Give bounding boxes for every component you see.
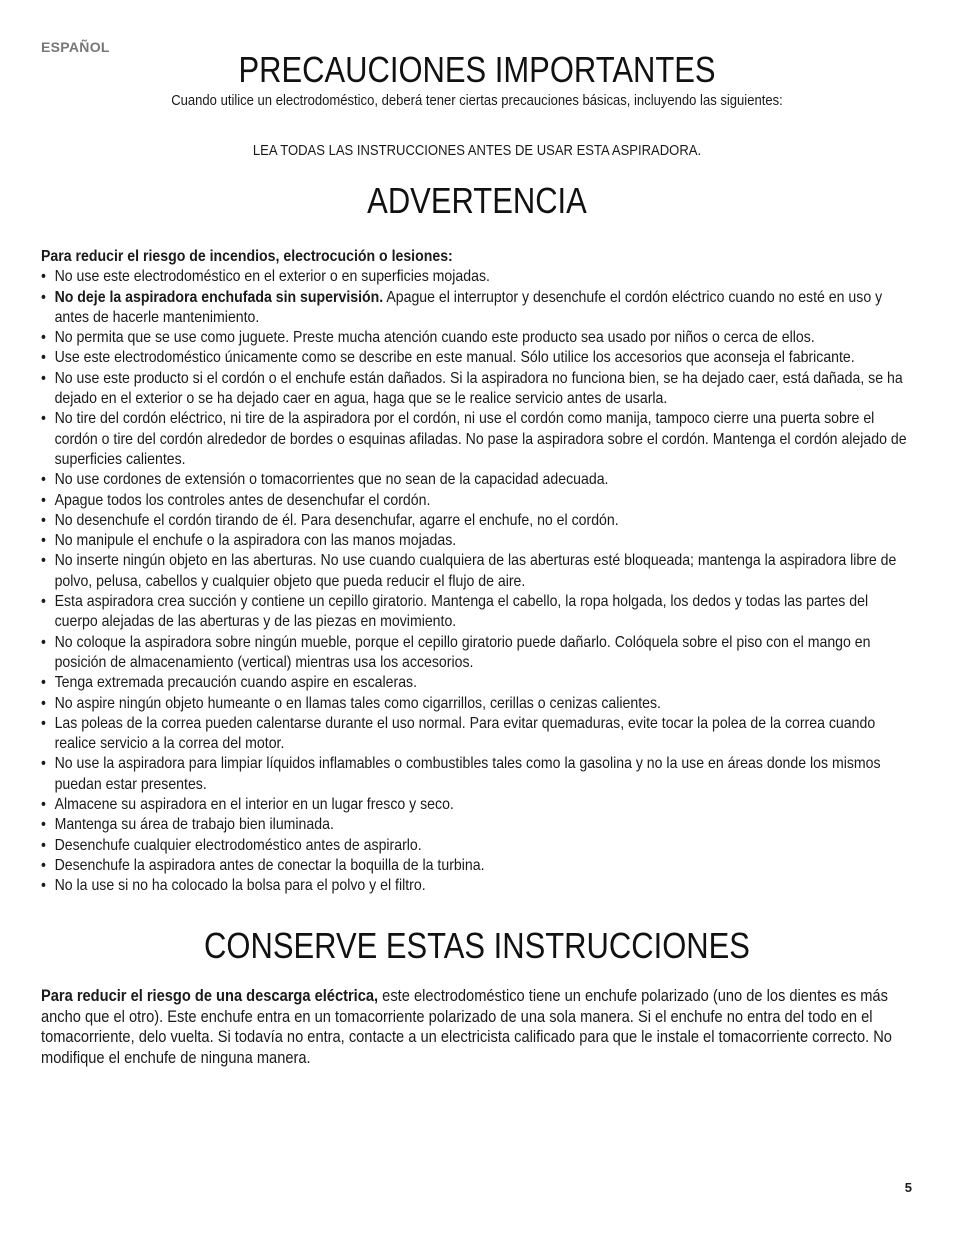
warning-item-text: Las poleas de la correa pueden calentarse durante el uso normal. Para evitar quemaduras, evite tocar la polea de la correa cuando realice servicio a la correa del motor. [54,714,876,753]
warning-list-item [41,714,910,755]
warning-item-text: Apague todos los controles antes de desenchufar el cordón. [54,491,431,509]
warning-item-text: Desenchufe la aspiradora antes de conectar la boquilla de la turbina. [54,856,485,874]
warning-item-text: Desenchufe cualquier electrodoméstico antes de aspirarlo. [54,836,422,854]
warning-item-text: No use la aspiradora para limpiar líquidos inflamables o combustibles tales como la gasolina y no la use en áreas donde los mismos puedan estar presentes. [54,755,881,793]
warning-block [41,247,910,897]
warning-item-text: No inserte ningún objeto en las aberturas. No use cuando cualquiera de las aberturas esté bloqueada; mantenga la aspiradora libre de polvo, pelusa, cabellos y cualquier objeto que pueda reducir el flujo de aire. [54,552,897,590]
warning-list-item [41,795,910,815]
warning-list-item [41,633,910,674]
warning-item-text: No use cordones de extensión o tomacorrientes que no sean de la capacidad adecuada. [54,471,609,489]
warning-item-text: No la use si no ha colocado la bolsa para el polvo y el filtro. [54,877,426,895]
warning-list-item [41,694,910,714]
warning-item-text: Apague el interruptor y desenchufe el cordón eléctrico cuando no esté en uso y antes de hacerle mantenimiento. [54,288,883,326]
warning-list-item [41,369,910,410]
page-number: 5 [904,1180,912,1195]
warning-list-item [41,551,910,592]
warning-item-text: Tenga extremada precaución cuando aspire en escaleras. [54,674,418,692]
polarized-lead: Para reducir el riesgo de una descarga eléctrica, [41,987,379,1005]
warning-list-item [41,815,910,835]
warning-list-item [41,856,910,876]
warning-list-item [41,673,910,693]
read-instructions-notice: LEA TODAS LAS INSTRUCCIONES ANTES DE USAR ESTA ASPIRADORA. [252,143,702,159]
warning-heading: ADVERTENCIA [367,180,587,221]
warning-list-item [41,836,910,856]
warning-item-text: Esta aspiradora crea succión y contiene un cepillo giratorio. Mantenga el cabello, la ropa holgada, los dedos y todas las partes del cuerpo alejadas de las aberturas y de las piezas en movimiento. [54,593,869,631]
warning-item-text: Mantenga su área de trabajo bien iluminada. [54,816,334,834]
warning-item-text: No desenchufe el cordón tirando de él. Para desenchufar, agarre el enchufe, no el cordón. [54,511,619,529]
warning-item-text: No coloque la aspiradora sobre ningún mueble, porque el cepillo giratorio puede dañarlo. Colóquela sobre el piso con el mango en posición de almacenamiento (vertical) mientras usa los accesorios. [54,633,871,671]
warning-list-item [41,592,910,633]
warning-list [41,267,910,896]
warning-list-item [41,511,910,531]
warning-list-item [41,876,910,896]
intro-text: Cuando utilice un electrodoméstico, deberá tener ciertas precauciones básicas, incluyendo las siguientes: [171,93,783,109]
polarized-text: este electrodoméstico tiene un enchufe polarizado (uno de los dientes es más ancho que el otro). Este enchufe entra en un tomacorriente polarizado de una sola manera. Si el enchufe no entra del todo en el tomacorriente, delo vuelta. Si todavía no entra, contacte a un electricista calificado para que le instale el tomacorriente correcto. No modifique el enchufe de ninguna manera. [41,987,892,1067]
warning-list-item [41,409,910,470]
warning-list-item [41,328,910,348]
warning-item-text: No permita que se use como juguete. Preste mucha atención cuando este producto sea usado por niños o cerca de ellos. [54,329,815,347]
page-title: PRECAUCIONES IMPORTANTES [238,49,716,90]
warning-lead: Para reducir el riesgo de incendios, electrocución o lesiones: [41,248,453,265]
warning-item-text: No aspire ningún objeto humeante o en llamas tales como cigarrillos, cerillas o cenizas calientes. [54,694,661,712]
warning-list-item [41,288,910,329]
warning-item-emphasis: No deje la aspiradora enchufada sin supervisión. [54,288,384,306]
warning-list-item [41,754,910,795]
warning-list-item [41,491,910,511]
warning-list-item [41,267,910,287]
warning-item-text: No use este producto si el cordón o el enchufe están dañados. Si la aspiradora no funciona bien, se ha dejado caer, está dañada, se ha dejado en el exterior o se ha dejado caer en agua, haga que se le realice servicio antes de usarla. [54,369,903,408]
save-instructions-heading: CONSERVE ESTAS INSTRUCCIONES [204,925,750,966]
language-label: ESPAÑOL [41,39,110,55]
warning-item-text: Use este electrodoméstico únicamente como se describe en este manual. Sólo utilice los accesorios que aconseja el fabricante. [54,349,855,367]
warning-item-text: No use este electrodoméstico en el exterior o en superficies mojadas. [54,268,490,286]
warning-item-text: No tire del cordón eléctrico, ni tire de la aspiradora por el cordón, ni use el cordón como manija, tampoco cierre una puerta sobre el cordón o tire del cordón alrededor de bordes o esquinas afiladas. No pase la aspiradora sobre el cordón. Mantenga el cordón alejado de superficies calientes. [54,410,907,468]
warning-list-item [41,470,910,490]
warning-list-item [41,348,910,368]
polarized-plug-paragraph [41,986,906,1068]
warning-list-item [41,531,910,551]
warning-item-text: Almacene su aspiradora en el interior en un lugar fresco y seco. [54,796,454,814]
warning-item-text: No manipule el enchufe o la aspiradora con las manos mojadas. [54,532,457,550]
